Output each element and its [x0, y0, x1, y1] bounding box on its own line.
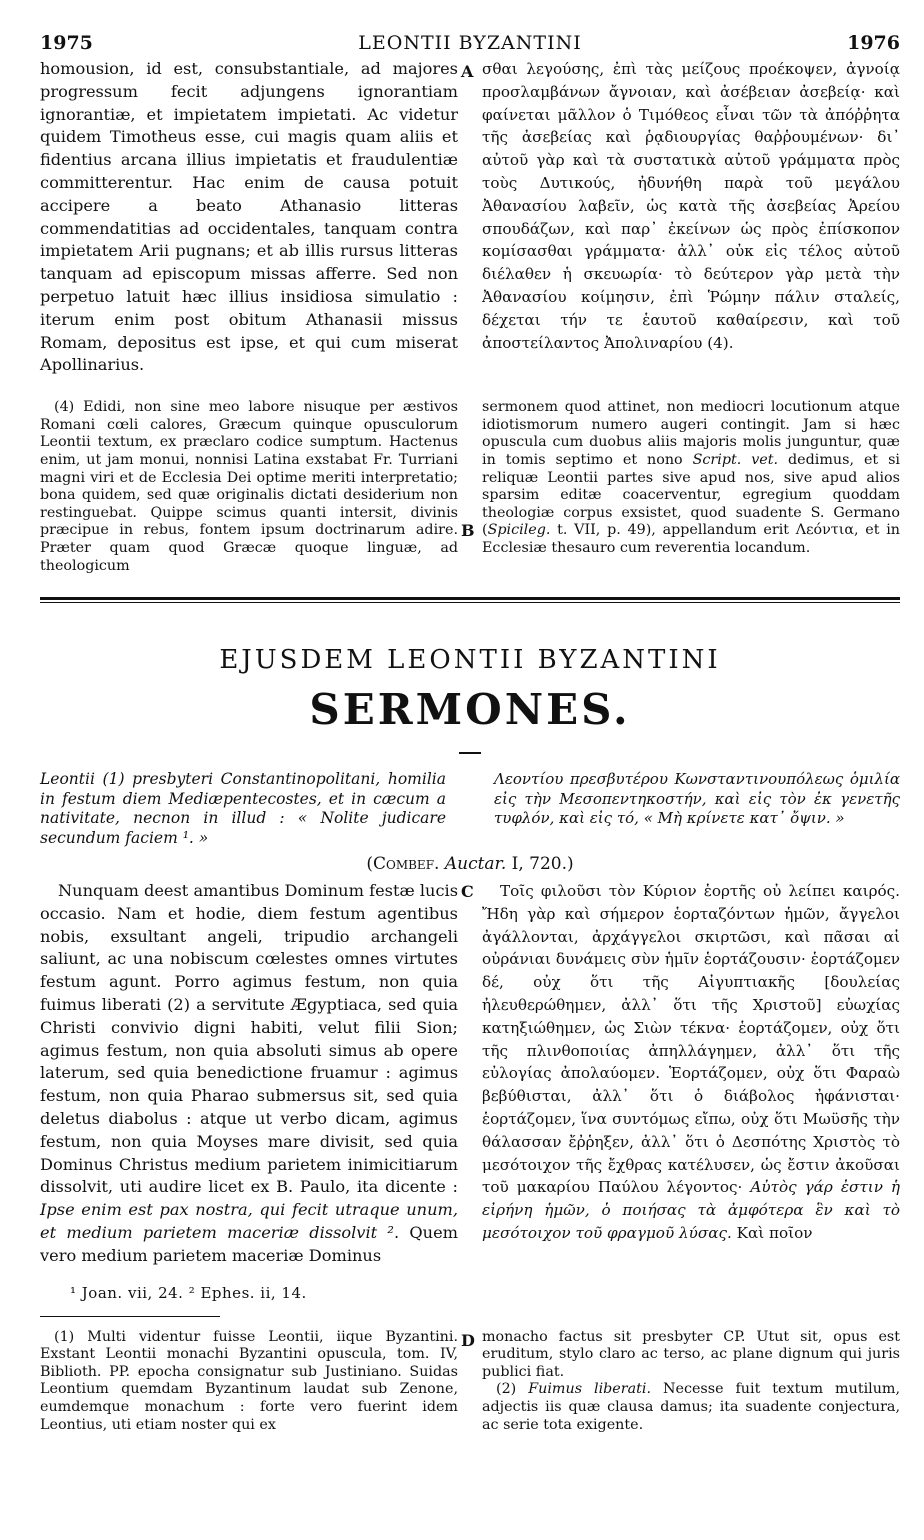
page-number-right: 1976: [847, 32, 900, 54]
greek-column-top: [482, 58, 900, 377]
running-title: LEONTII BYZANTINI: [358, 32, 582, 54]
latin-sermon-text: Nunquam deest amantibus Dominum festæ lucis occasio. Nam et hodie, diem festum agentibus nobis, exsultant angeli, tripudio archangeli saliunt, ac una nobiscum cœlestes omnes virtutes festum agunt. Porro agimus festum, non quia fuimus liberati (2) a servitute Ægyptiaca, sed quia Christi convivio digni habiti, velut filii Sion; agimus festum, non quia absoluti simus ab opere laterum, sed quia benedictione fruamur : agimus festum, non quia Pharao submersus sit, sed quia deletus diabolus : atque ut verbo dicam, agimus festum, non quia Moyses mare divisit, sed quia Dominus Christus medium parietem inimicitiarum dissolvit, uti audire licet ex B. Paulo, ita dicente : Ipse enim est pax nostra, qui fecit utraque unum, et medium parietem maceriæ dissolvit ². Quem vero medium parietem maceriæ Dominus: [40, 881, 459, 1265]
footnote-citation: Spicileg.: [487, 522, 551, 539]
scripture-quote: Αὐτὸς γάρ ἐστιν ἡ εἰρήνη ἡμῶν, ὁ ποιήσας τὰ ἀμφότερα ἓν καὶ τὸ μεσότοιχον τοῦ φραγμοῦ λύσας.: [482, 1178, 900, 1243]
footnote-4-left: [40, 399, 458, 575]
greek-column-main: [482, 880, 900, 1268]
footnotes-right: [482, 1329, 900, 1435]
footnote-lemma: Fuimus liberati.: [528, 1381, 651, 1398]
section-divider: [40, 597, 900, 605]
top-text-block: [40, 58, 900, 377]
source-work: Auctar.: [444, 854, 507, 875]
incipit-latin: Leontii (1) presbyteri Constantinopolitani, homilia in festum diem Mediæpentecostes, et in cæcum a nativitate, necnon in illud : « Nolite judicare secundum faciem ¹. »: [40, 770, 446, 847]
footnote-text: (4) Edidi, non sine meo labore nisuque per æstivos Romani cœli calores, Græcum quinque opusculorum Leontii textum, ex præclaro codice sumptum. Hactenus enim, ut jam monui, nonnisi Latina exstabat Fr. Turriani magni viri et de Ecclesia Dei optime meriti interpretatio; bona quidem, sed quæ originalis dictati desiderium non restinguebat. Quippe scimus quanti intersit, divinis præcipue in rebus, fontem ipsum doctrinarum adire. Præter quam quod Græcæ quoque linguæ, ad theologicum: [40, 399, 458, 574]
latin-paragraph: homousion, id est, consubstantiale, ad majores progressum fecit adjungens ignorantiam ignorantiæ, et impietatem impietati. Ac videtur quidem Timotheus esse, cui magis quam aliis et fidentius arcana illius impietatis et fraudulentiæ committerentur. Hac enim de causa potuit accipere a beato Athanasio litteras commendatitias ad occidentales, tanquam contra impietatem Arii pugnans; et ab illis rursus litteras tanquam ad episcopum missas afferre. Sed non perpetuo latuit hæc illius insidiosa simulatio : iterum enim post obitum Athanasii missus Romam, depositus est ipse, et qui cum miserat Apollinarius.: [40, 59, 458, 375]
latin-column-main: [40, 880, 458, 1268]
main-text-block: [40, 880, 900, 1268]
footnote-1-continued: monacho factus sit presbyter CP. Utut sit, opus est eruditum, stylo claro ac terso, ac plane dignum qui juris publici fiat.: [482, 1328, 900, 1380]
scripture-references: ¹ Joan. vii, 24. ² Ephes. ii, 14.: [70, 1283, 307, 1302]
ornament-rule: [459, 752, 481, 754]
section-title: SERMONES.: [309, 685, 631, 735]
margin-marker-c: C: [461, 882, 474, 902]
source-ref: I, 720.): [506, 854, 574, 875]
source-citation: (Combef. Auctar. I, 720.): [366, 854, 574, 875]
scripture-quote: Ipse enim est pax nostra, qui fecit utraque unum, et medium parietem maceriæ dissolvit ²: [40, 1200, 458, 1243]
latin-column-top: [40, 58, 458, 377]
footnote-4-block: [40, 399, 900, 575]
footnote-4-right: [482, 399, 900, 575]
footnote-citation: Script. vet.: [692, 451, 779, 468]
margin-marker-a: A: [461, 62, 474, 81]
greek-sermon-text: Τοῖς φιλοῦσι τὸν Κύριον ἑορτῆς οὐ λείπει καιρός. Ἤδη γὰρ καὶ σήμερον ἑορταζόντων ἡμῶν, ἄγγελοι ἀγάλλονται, ἀρχάγγελοι σκιρτῶσι, καὶ πᾶσαι αἱ οὐράνιαι δυνάμεις σὺν ἡμῖν ἑορτάζουσιν· ἑορτάζομεν δέ, οὐχ ὅτι τῆς Αἰγυπτιακῆς [δουλείας ἠλευθερώθημεν, ἀλλ᾽ ὅτι τῆς Χριστοῦ] εὐωχίας κατηξιώθημεν, ὡς Σιὼν τέκνα· ἑορτάζομεν, οὐχ ὅτι τῆς πλινθοποιίας ἀπηλλάγημεν, ἀλλ᾽ ὅτι τῆς εὐλογίας ἀπολαύομεν. Ἑορτάζομεν, οὐχ ὅτι Φαραὼ βεβύθισται, ἀλλ᾽ ὅτι ὁ διάβολος ἠφάνισται· ἑορτάζομεν, ἵνα συντόμως εἴπω, οὐχ ὅτι Μωϋσῆς τὴν θάλασσαν ἔῤῥηξεν, ἀλλ᾽ ὅτι ὁ Δεσπότης Χριστὸς τὸ μεσότοιχον τῆς ἔχθρας κατέλυσεν, ὡς ἔστιν ἀκοῦσαι τοῦ μακαρίου Παύλου λέγοντος· Αὐτὸς γάρ ἐστιν ἡ εἰρήνη ἡμῶν, ὁ ποιήσας τὰ ἀμφότερα ἓν καὶ τὸ μεσότοιχον τοῦ φραγμοῦ λύσας. Καὶ ποῖον: [482, 882, 900, 1243]
incipit-greek: Λεοντίου πρεσβυτέρου Κωνσταντινουπόλεως ὁμιλία εἰς τὴν Μεσοπεντηκοστήν, καὶ εἰς τὸν ἐκ γενετῆς τυφλόν, καὶ εἰς τό, « Μὴ κρίνετε κατ᾽ ὄψιν. »: [494, 770, 900, 828]
running-header: [40, 32, 900, 58]
footnote-text-part: sermonem quod attinet, non mediocri locutionum atque idiotismorum numero augeri contingit. Jam si hæc opuscula cum duobus aliis majoris molis junguntur, quæ in tomis septimo et nono: [482, 399, 900, 468]
footnote-text-part: t. VII, p. 49), appellandum erit Λεόντια, et in Ecclesiæ thesauro cum reverentia locandum.: [482, 522, 900, 556]
greek-paragraph: σθαι λεγούσης, ἐπὶ τὰς μείζους προέκοψεν, ἀγνοίᾳ προσλαμβάνων ἄγνοιαν, καὶ ἀσέβειαν ἀσεβείᾳ· καὶ φαίνεται μᾶλλον ὁ Τιμόθεος εἶναι τῶν τὰ ἀπόῤῥητα τῆς ἀσεβείας καὶ ῥᾳδιουργίας θαῤῥουμένων· δι᾽ αὐτοῦ γὰρ καὶ τὰ συστατικὰ αὐτοῦ γράμματα πρὸς τοὺς Δυτικούς, ἠδυνήθη παρὰ τοῦ μεγάλου Ἀθανασίου λαβεῖν, ὡς κατὰ τῆς ἀσεβείας Ἀρείου σπουδάζων, καὶ παρ᾽ ἐκείνων ὡς πρὸς ἐπίσκοπον κομίσασθαι γράμματα· ἀλλ᾽ οὐκ εἰς τέλος αὐτοῦ διέλαθεν ἡ σκευωρία· τὸ δεύτερον γὰρ μετὰ τὴν Ἀθανασίου κοίμησιν, ἐπὶ Ῥώμην πάλιν σταλείς, δέχεται τήν τε ἑαυτοῦ καθαίρεσιν, καὶ τοῦ ἀποστείλαντος Ἀπολιναρίου (4).: [482, 60, 900, 352]
footnote-2-text: (2) Fuimus liberati. Necesse fuit textum mutilum, adjectis iis quæ clausa damus; ita suadente conjectura, ac serie tota exigente.: [482, 1381, 901, 1433]
source-author: Combef.: [372, 854, 440, 875]
page: [40, 32, 900, 1434]
footnote-1-left: [40, 1329, 458, 1435]
page-number-left: 1975: [40, 32, 93, 54]
incipit-block: [40, 770, 900, 848]
bottom-notes-block: [40, 1329, 900, 1435]
footnote-rule: [40, 1316, 220, 1317]
section-subtitle: EJUSDEM LEONTII BYZANTINI: [219, 645, 721, 676]
footnote-1-text: (1) Multi videntur fuisse Leontii, iique Byzantini. Exstant Leontii monachi Byzantini opuscula, tom. IV, Biblioth. PP. epocha consignatur sub Justiniano. Suidas Leontium quemdam Byzantinum laudat sub Zenone, eumdemque monachum : forte vero fuerint idem Leontius, uti etiam noster qui ex: [40, 1328, 458, 1433]
margin-marker-d: D: [461, 1330, 475, 1350]
footnote-text-continued: [482, 399, 900, 557]
footnote-text-part: dedimus, et si reliquæ Leontii partes sive apud nos, sive apud alios sparsim editæ coacerventur, egregium quoddam theologiæ corpus exsistet, quod suadente S. Germano (: [482, 451, 901, 539]
margin-marker-b: B: [461, 521, 475, 541]
